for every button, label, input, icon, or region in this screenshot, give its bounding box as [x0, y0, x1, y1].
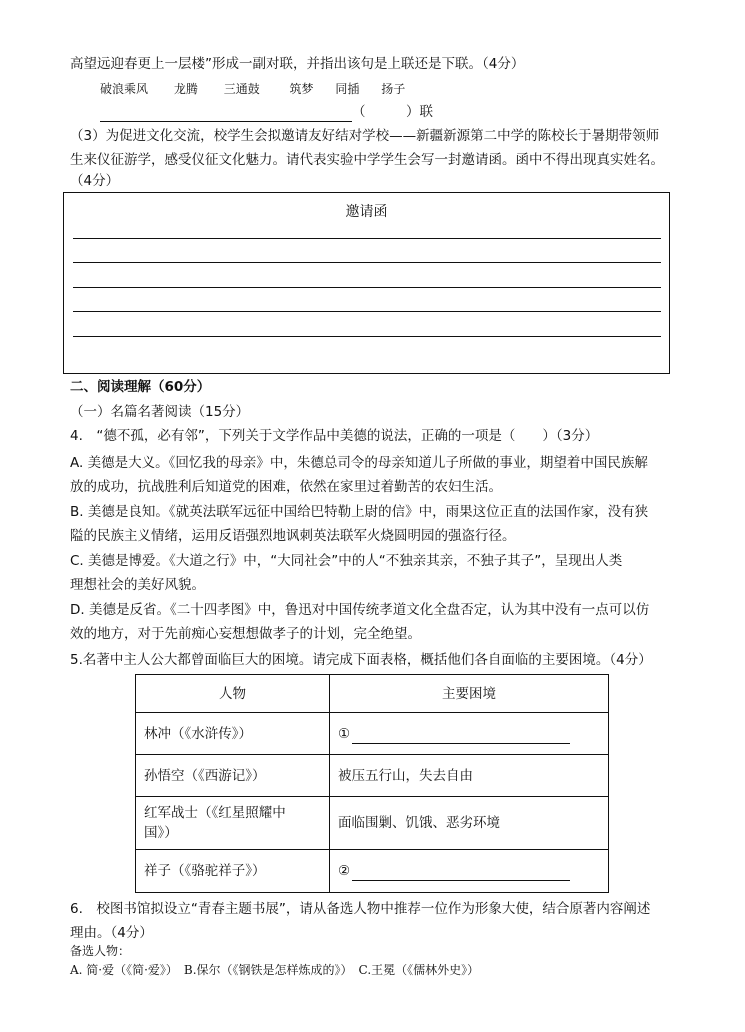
header-difficulty: 主要困境	[330, 675, 609, 713]
q4-option-c-line1: C. 美德是博爱。《大道之行》中，“大同社会”中的人“不独亲其亲，不独子其子”，呈现出人类	[70, 553, 623, 569]
blank-marker: ①	[338, 725, 351, 742]
cell-difficulty[interactable]	[330, 713, 609, 755]
couplet-options	[100, 79, 405, 99]
q3-line-1: （3）为促进文化交流，校学生会拟邀请友好结对学校——新疆新源第二中学的陈校长于暑期带领师	[70, 128, 660, 144]
couplet-option: 筑梦	[289, 82, 314, 96]
answer-blank[interactable]	[352, 866, 570, 881]
cell-person: 林冲（《水浒传》）	[136, 713, 330, 755]
q4-option-c-line2: 理想社会的美好风貌。	[70, 577, 205, 593]
q5-stem: 5.名著中主人公大都曾面临巨大的困境。请完成下面表格，概括他们各自面临的主要困境。（4分）	[70, 652, 652, 668]
section-2-title: 二、阅读理解（60分）	[70, 379, 211, 395]
cell-person: 孙悟空（《西游记》）	[136, 755, 330, 797]
table-row	[136, 797, 609, 850]
header-person: 人物	[136, 675, 330, 713]
table-row	[136, 755, 609, 797]
subsection-1-title: （一）名篇名著阅读（15分）	[70, 404, 250, 420]
writing-line	[73, 238, 661, 239]
couplet-suffix: （ ）联	[352, 104, 433, 120]
couplet-option: 龙腾	[173, 82, 198, 96]
q3-line-2: 生来仪征游学，感受仪征文化魅力。请代表实验中学学生会写一封邀请函。函中不得出现真实姓名。	[70, 152, 664, 168]
difficulty-table	[135, 674, 609, 893]
table-row	[136, 850, 609, 893]
table-header-row	[136, 675, 609, 713]
q4-option-d-line1: D. 美德是反省。《二十四孝图》中，鲁迅对中国传统孝道文化全盘否定，认为其中没有一点可以仿	[70, 602, 650, 618]
q6-line-1: 6. 校图书馆拟设立“青春主题书展”，请从备选人物中推荐一位作为形象大使，结合原著内容阐述	[70, 901, 651, 917]
q4-option-a-line1: A. 美德是大义。《回忆我的母亲》中，朱德总司令的母亲知道儿子所做的事业，期望着中国民族解	[70, 455, 648, 471]
writing-line	[73, 262, 661, 263]
q4-stem: 4. “德不孤，必有邻”，下列关于文学作品中美德的说法，正确的一项是（ ）（3分）	[70, 428, 599, 444]
couplet-blank[interactable]	[100, 107, 352, 122]
table-row	[136, 713, 609, 755]
q6-candidates: A. 简·爱（《简·爱》） B.保尔（《钢铁是怎样炼成的》） C.王冕（《儒林外史》）	[70, 963, 480, 977]
q4-option-d-line2: 效的地方，对于先前痴心妄想想做孝子的计划，完全绝望。	[70, 626, 421, 642]
couplet-option: 三通鼓	[223, 82, 260, 96]
q6-line-2: 理由。（4分）	[70, 925, 153, 941]
invitation-box[interactable]	[63, 192, 670, 374]
couplet-option: 扬子	[381, 82, 406, 96]
cell-person-line: 国》）	[144, 825, 178, 841]
couplet-answer-line	[100, 102, 433, 122]
cell-person-line: 红军战士（《红星照耀中	[144, 805, 286, 821]
writing-line	[73, 287, 661, 288]
q3-tail-line: 高望远迎春更上一层楼”形成一副对联，并指出该句是上联还是下联。（4分）	[70, 56, 525, 72]
writing-line	[73, 336, 661, 337]
q4-option-b-line2: 隘的民族主义情绪，运用反语强烈地讽刺英法联军火烧圆明园的强盗行径。	[70, 528, 516, 544]
cell-person: 祥子（《骆驼祥子》）	[136, 850, 330, 893]
q4-option-b-line1: B. 美德是良知。《就英法联军远征中国给巴特勒上尉的信》中，雨果这位正直的法国作家，没有狭	[70, 504, 649, 520]
q6-candidates-label: 备选人物：	[70, 944, 131, 958]
cell-difficulty[interactable]	[330, 850, 609, 893]
couplet-option: 破浪乘风	[100, 82, 149, 96]
couplet-option: 同插	[335, 82, 360, 96]
blank-marker: ②	[338, 863, 351, 879]
q3-line-3: （4分）	[70, 173, 120, 189]
cell-difficulty: 面临围剿、饥饿、恶劣环境	[330, 797, 609, 850]
writing-line	[73, 311, 661, 312]
cell-person	[136, 797, 330, 850]
q4-option-a-line2: 放的成功，抗战胜利后知道党的困难，依然在家里过着勤苦的农妇生活。	[70, 479, 502, 495]
cell-difficulty: 被压五行山，失去自由	[330, 755, 609, 797]
answer-blank[interactable]	[352, 729, 570, 744]
invitation-title: 邀请函	[345, 204, 388, 220]
